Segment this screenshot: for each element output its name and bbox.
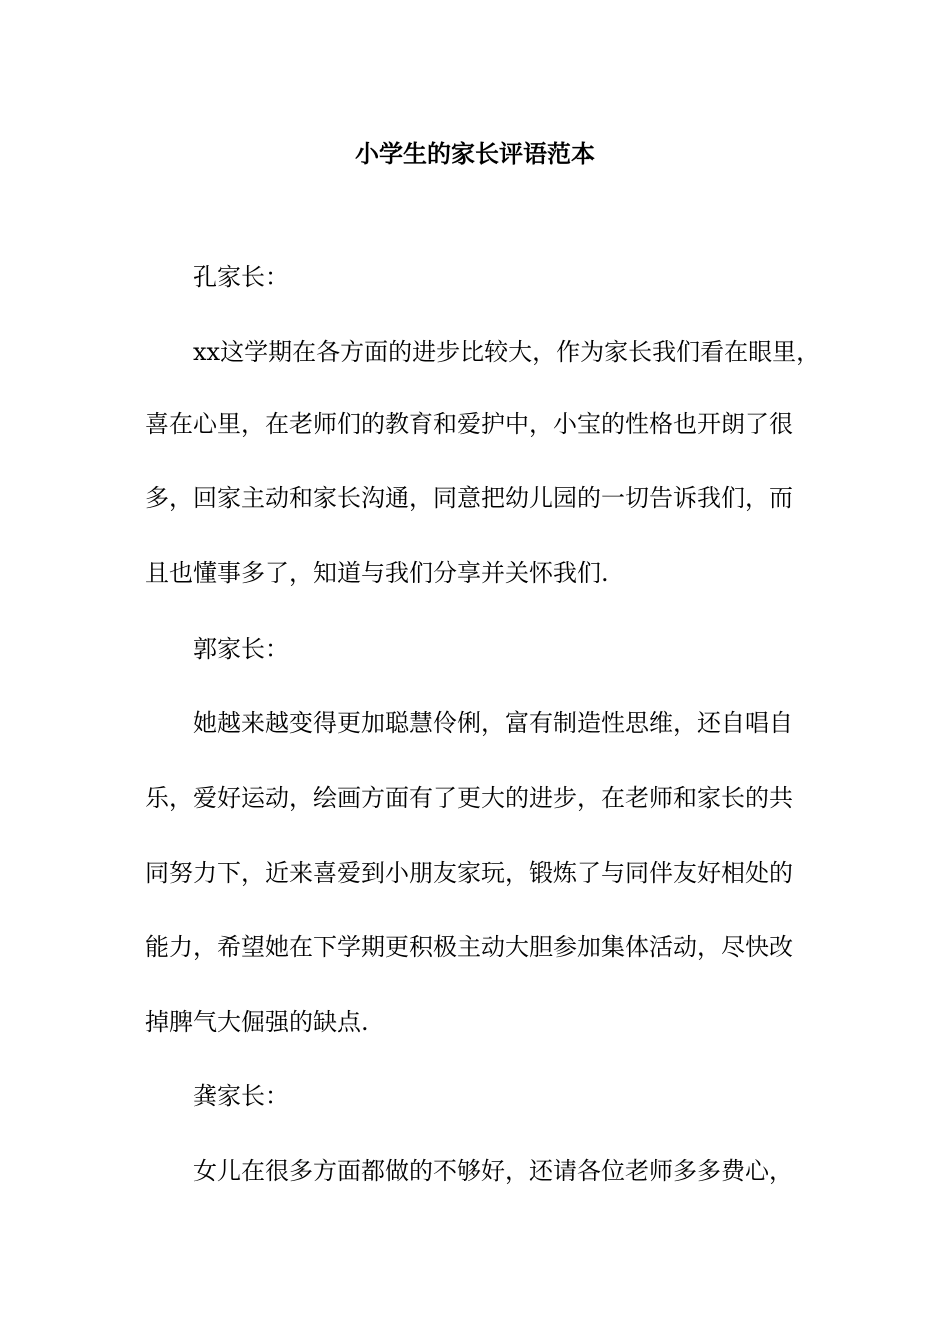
paragraph-line: 多，回家主动和家长沟通，同意把幼儿园的一切告诉我们，而: [145, 484, 793, 512]
paragraph-line: 能力，希望她在下学期更积极主动大胆参加集体活动，尽快改: [145, 933, 793, 961]
paragraph-line: 女儿在很多方面都做的不够好，还请各位老师多多费心，: [193, 1157, 793, 1185]
salutation-gong: 龚家长：: [193, 1082, 289, 1110]
document-title: 小学生的家长评语范本: [355, 139, 595, 168]
paragraph-line: 且也懂事多了，知道与我们分享并关怀我们.: [145, 559, 609, 587]
paragraph-line: 喜在心里，在老师们的教育和爱护中，小宝的性格也开朗了很: [145, 410, 793, 438]
paragraph-line: 乐，爱好运动，绘画方面有了更大的进步，在老师和家长的共: [145, 784, 793, 812]
paragraph-line: 掉脾气大倔强的缺点.: [145, 1008, 369, 1036]
paragraph-line: 她越来越变得更加聪慧伶俐，富有制造性思维，还自唱自: [193, 709, 793, 737]
salutation-kong: 孔家长：: [193, 263, 289, 291]
paragraph-line: xx这学期在各方面的进步比较大，作为家长我们看在眼里，: [193, 338, 821, 366]
salutation-guo: 郭家长：: [193, 635, 289, 663]
paragraph-line: 同努力下，近来喜爱到小朋友家玩，锻炼了与同伴友好相处的: [145, 859, 793, 887]
